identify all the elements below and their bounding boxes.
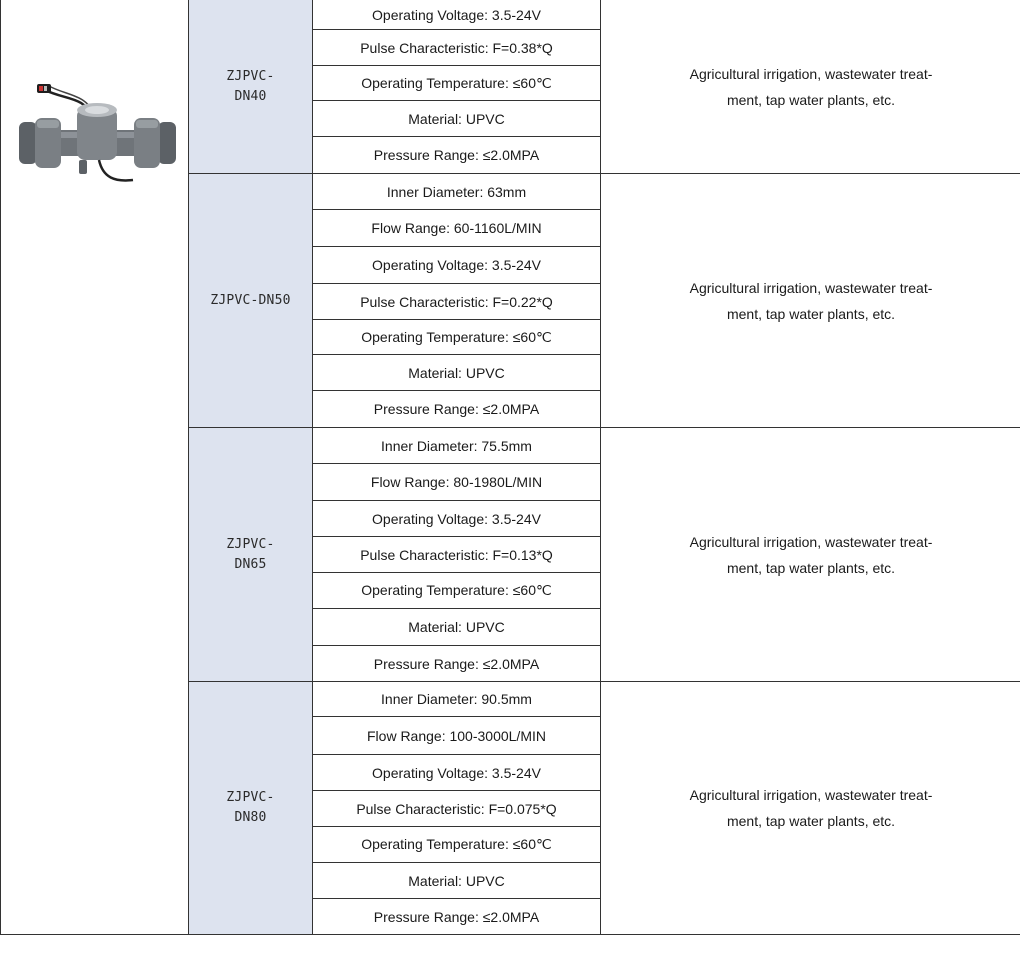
application-cell bbox=[601, 682, 1020, 934]
spec-row: Pulse Characteristic: F=0.075*Q bbox=[356, 800, 557, 817]
spec-row: Inner Diameter: 75.5mm bbox=[381, 437, 532, 454]
product-photo bbox=[15, 78, 179, 202]
application-text: ment, tap water plants, etc. bbox=[726, 91, 896, 108]
model-cell-dn50 bbox=[189, 174, 312, 427]
spec-row: Operating Voltage: 3.5-24V bbox=[372, 764, 541, 781]
spec-row: Material: UPVC bbox=[408, 872, 505, 889]
spec-row: Pressure Range: ≤2.0MPA bbox=[373, 147, 540, 163]
model-cell-dn65 bbox=[189, 428, 312, 681]
spec-row: Operating Temperature: ≤60℃ bbox=[361, 582, 552, 598]
application-text: Agricultural irrigation, wastewater treat- bbox=[689, 279, 933, 296]
application-text: ment, tap water plants, etc. bbox=[726, 305, 896, 322]
spec-row: Pulse Characteristic: F=0.22*Q bbox=[360, 293, 553, 310]
model-name: DN40 bbox=[234, 88, 267, 104]
spec-row: Pulse Characteristic: F=0.13*Q bbox=[360, 546, 553, 563]
spec-row: Pressure Range: ≤2.0MPA bbox=[373, 655, 540, 672]
spec-row: Operating Temperature: ≤60℃ bbox=[361, 328, 552, 345]
model-name: DN80 bbox=[234, 810, 267, 825]
spec-row: Material: UPVC bbox=[408, 110, 505, 127]
spec-row: Material: UPVC bbox=[408, 364, 505, 381]
spec-row: Flow Range: 60-1160L/MIN bbox=[371, 220, 542, 236]
model-cell-dn40 bbox=[189, 0, 312, 173]
model-name: ZJPVC- bbox=[226, 68, 275, 84]
spec-row: Flow Range: 80-1980L/MIN bbox=[370, 474, 543, 490]
spec-row: Operating Voltage: 3.5-24V bbox=[372, 510, 541, 527]
model-name: ZJPVC- bbox=[226, 790, 275, 805]
spec-row: Flow Range: 100-3000L/MIN bbox=[367, 727, 546, 744]
spec-row: Operating Voltage: 3.5-24V bbox=[372, 6, 541, 23]
application-cell bbox=[601, 0, 1020, 173]
spec-row: Pressure Range: ≤2.0MPA bbox=[373, 908, 540, 925]
spec-row: Pressure Range: ≤2.0MPA bbox=[373, 401, 540, 417]
application-text: Agricultural irrigation, wastewater treat- bbox=[689, 533, 933, 550]
model-name: ZJPVC- bbox=[226, 536, 275, 552]
application-text: ment, tap water plants, etc. bbox=[726, 813, 896, 829]
application-text: Agricultural irrigation, wastewater treat- bbox=[689, 787, 933, 803]
model-name: ZJPVC-DN50 bbox=[210, 292, 291, 308]
application-cell bbox=[601, 174, 1020, 427]
application-cell bbox=[601, 428, 1020, 681]
model-cell-dn80 bbox=[189, 682, 312, 934]
application-text: Agricultural irrigation, wastewater treat- bbox=[689, 65, 933, 82]
application-text: ment, tap water plants, etc. bbox=[726, 559, 896, 576]
spec-row: Inner Diameter: 63mm bbox=[386, 183, 527, 200]
spec-row: Operating Temperature: ≤60℃ bbox=[361, 74, 552, 91]
spec-row: Operating Voltage: 3.5-24V bbox=[372, 257, 541, 273]
spec-row: Pulse Characteristic: F=0.38*Q bbox=[360, 39, 553, 56]
spec-row: Inner Diameter: 90.5mm bbox=[381, 691, 532, 707]
model-name: DN65 bbox=[234, 556, 267, 572]
spec-row: Material: UPVC bbox=[408, 619, 505, 635]
spec-row: Operating Temperature: ≤60℃ bbox=[361, 836, 552, 852]
